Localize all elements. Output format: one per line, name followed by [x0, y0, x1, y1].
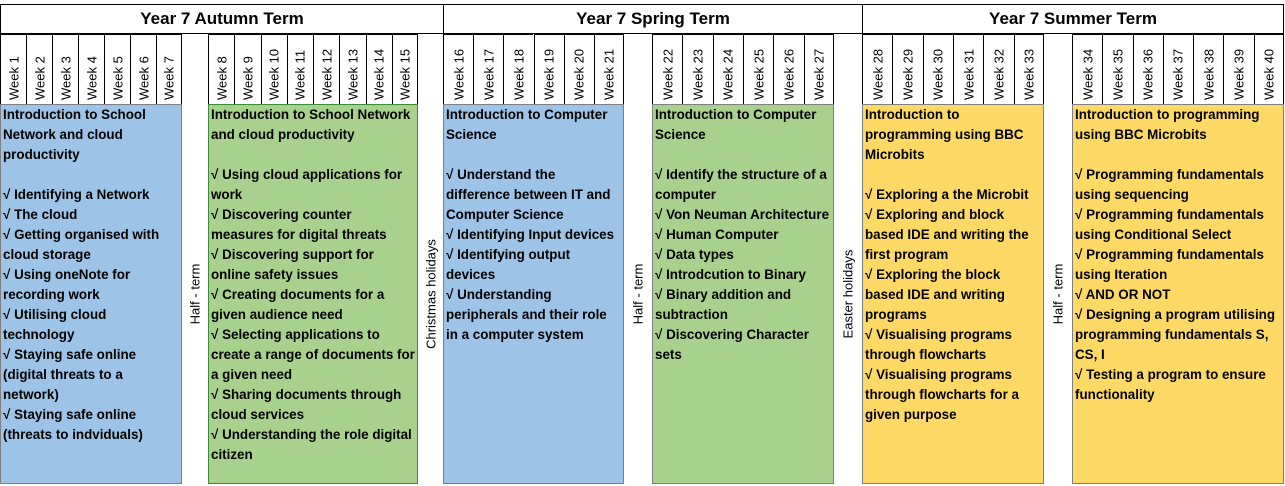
week-header-cell [503, 34, 533, 105]
block-item: √ Testing a program to ensure functionality [1075, 367, 1266, 402]
term-header-spring: Year 7 Spring Term [443, 4, 862, 34]
week-label: Week 32 [991, 48, 1007, 100]
week-header-cell [1014, 34, 1044, 105]
week-header-cell [26, 34, 52, 105]
block-item: √ Discovering Character sets [655, 327, 809, 362]
week-header-cell [392, 34, 418, 105]
week-label: Week 33 [1021, 48, 1037, 100]
week-label: Week 6 [136, 56, 151, 100]
week-label: Week 5 [110, 56, 125, 100]
week-header-cell [104, 34, 130, 105]
week-header-cell [208, 34, 234, 105]
week-label: Week 18 [511, 48, 527, 100]
block-item: √ Programming fundamentals using Conditional Select [1075, 207, 1264, 242]
block-title: Introduction to School Network and cloud productivity [211, 107, 411, 142]
block-item: √ Programming fundamentals using Iteration [1075, 247, 1264, 282]
block-summer-2 [1072, 104, 1284, 484]
block-item: √ Visualising programs through flowcharts [865, 327, 1013, 362]
week-label: Week 22 [660, 48, 676, 100]
week-label: Week 11 [292, 49, 308, 100]
week-header-cell [287, 34, 313, 105]
week-header-cell [78, 34, 104, 105]
week-header-cell [594, 34, 624, 105]
week-header-cell [261, 34, 287, 105]
christmas-holidays: Christmas holidays [423, 239, 438, 349]
week-label: Week 7 [161, 56, 177, 100]
block-item: √ Binary addition and subtraction [655, 287, 792, 322]
week-label: Week 36 [1140, 48, 1156, 100]
week-label: Week 15 [397, 48, 413, 100]
block-item: √ Exploring the block based IDE and writing programs [865, 267, 1005, 322]
week-label: Week 34 [1080, 48, 1096, 100]
half-term-spring: Half - term [630, 263, 646, 325]
week-label: Week 29 [900, 48, 916, 100]
week-label: Week 8 [214, 56, 230, 100]
block-item: √ Utilising cloud technology [3, 307, 107, 342]
week-label: Week 39 [1231, 48, 1247, 100]
week-label: Week 10 [266, 48, 282, 100]
week-header-cell [1223, 34, 1253, 105]
block-summer-1 [862, 104, 1044, 484]
block-item: √ Identifying Input devices [446, 227, 615, 242]
block-item: √ Discovering counter measures for digital threats [211, 207, 387, 242]
block-item: √ Identifying output devices [446, 247, 571, 282]
week-header-cell [652, 34, 682, 105]
block-title: Introduction to Computer Science [446, 107, 608, 142]
week-label: Week 2 [32, 56, 47, 100]
week-header-cell [1163, 34, 1193, 105]
block-item: √ Identifying a Network [3, 187, 150, 202]
week-label: Week 23 [690, 48, 706, 100]
half-term-summer: Half - term [1050, 263, 1066, 325]
block-title: Introduction to programming using BBC Microbits [1075, 107, 1260, 142]
block-autumn-2 [208, 104, 418, 484]
block-item: √ AND OR NOT [1075, 287, 1171, 302]
block-item: √ Visualising programs through flowcharts for a given purpose [865, 367, 1019, 422]
block-item: √ Exploring and block based IDE and writing the first program [865, 207, 1029, 262]
week-label: Week 21 [601, 48, 617, 100]
week-header-cell [1133, 34, 1163, 105]
block-title: Introduction to Computer Science [655, 107, 817, 142]
block-item: √ Using oneNote for recording work [3, 267, 131, 302]
week-label: Week 19 [541, 48, 557, 100]
week-header-cell [804, 34, 834, 105]
week-label: Week 37 [1170, 48, 1186, 100]
week-label: Week 28 [870, 48, 886, 100]
week-header-cell [953, 34, 983, 105]
week-header-cell [773, 34, 803, 105]
week-label: Week 16 [451, 48, 467, 100]
block-item: √ The cloud [3, 207, 78, 222]
block-item: √ Von Neuman Architecture [655, 207, 830, 222]
block-item: √ Using cloud applications for work [211, 167, 403, 202]
block-item: √ Data types [655, 247, 734, 262]
week-header-cell [339, 34, 365, 105]
week-header-cell [0, 34, 26, 105]
week-label: Week 30 [930, 48, 946, 100]
term-header-summer: Year 7 Summer Term [862, 4, 1284, 34]
term-header-autumn: Year 7 Autumn Term [0, 4, 443, 34]
week-header-cell [682, 34, 712, 105]
week-header-cell [313, 34, 339, 105]
block-title: Introduction to School Network and cloud productivity [3, 107, 146, 162]
half-term-autumn: Half - term [187, 263, 202, 325]
block-item: √ Understanding peripherals and their role in a computer system [446, 287, 607, 342]
week-header-cell [234, 34, 260, 105]
block-item: √ Programming fundamentals using sequencing [1075, 167, 1264, 202]
block-item: √ Designing a program utilising programming fundamentals S, CS, I [1075, 307, 1276, 362]
week-header-cell [1072, 34, 1102, 105]
week-header-cell [473, 34, 503, 105]
week-header-cell [983, 34, 1013, 105]
week-header-cell [52, 34, 78, 105]
block-title: Introduction to programming using BBC Microbits [865, 107, 1024, 162]
block-item: √ Understanding the role digital citizen [211, 427, 412, 462]
week-header-cell [743, 34, 773, 105]
week-label: Week 1 [6, 56, 21, 100]
block-item: √ Staying safe online (digital threats to a network) [3, 347, 137, 402]
week-label: Week 14 [371, 48, 387, 100]
week-header-cell [892, 34, 922, 105]
week-label: Week 24 [720, 48, 736, 100]
week-label: Week 9 [240, 56, 256, 100]
week-label: Week 3 [58, 56, 73, 100]
week-header-cell [156, 34, 182, 105]
week-header-cell [862, 34, 892, 105]
week-header-cell [443, 34, 473, 105]
week-label: Week 17 [481, 48, 497, 100]
week-label: Week 20 [571, 48, 587, 100]
block-item: √ Getting organised with cloud storage [3, 227, 160, 262]
block-item: √ Staying safe online (threats to indviduals) [3, 407, 143, 442]
week-header-cell [1254, 34, 1284, 105]
easter-holidays: Easter holidays [840, 249, 856, 339]
block-item: √ Human Computer [655, 227, 779, 242]
week-header-cell [1102, 34, 1132, 105]
week-header-cell [923, 34, 953, 105]
week-header-cell [564, 34, 594, 105]
block-autumn-1 [0, 104, 182, 484]
block-spring-1 [443, 104, 624, 484]
week-header-cell [130, 34, 156, 105]
block-item: √ Understand the difference between IT and Computer Science [446, 167, 611, 222]
block-spring-2 [652, 104, 834, 484]
block-item: √ Identify the structure of a computer [655, 167, 827, 202]
week-header-cell [366, 34, 392, 105]
week-label: Week 26 [781, 48, 797, 100]
block-item: √ Introdcution to Binary [655, 267, 806, 282]
week-label: Week 35 [1110, 48, 1126, 100]
block-item: √ Creating documents for a given audience need [211, 287, 385, 322]
week-label: Week 4 [84, 56, 99, 100]
block-item: √ Selecting applications to create a range of documents for a given need [211, 327, 415, 382]
week-label: Week 38 [1201, 48, 1217, 100]
block-item: √ Discovering support for online safety issues [211, 247, 374, 282]
week-label: Week 13 [345, 48, 361, 100]
week-label: Week 40 [1261, 48, 1277, 100]
week-label: Week 27 [811, 48, 827, 100]
block-item: √ Exploring a the Microbit [865, 187, 1029, 202]
week-header-cell [534, 34, 564, 105]
week-label: Week 25 [751, 48, 767, 100]
week-label: Week 31 [961, 48, 977, 100]
week-header-cell [713, 34, 743, 105]
block-item: √ Sharing documents through cloud services [211, 387, 402, 422]
week-label: Week 12 [319, 48, 335, 100]
week-header-cell [1193, 34, 1223, 105]
